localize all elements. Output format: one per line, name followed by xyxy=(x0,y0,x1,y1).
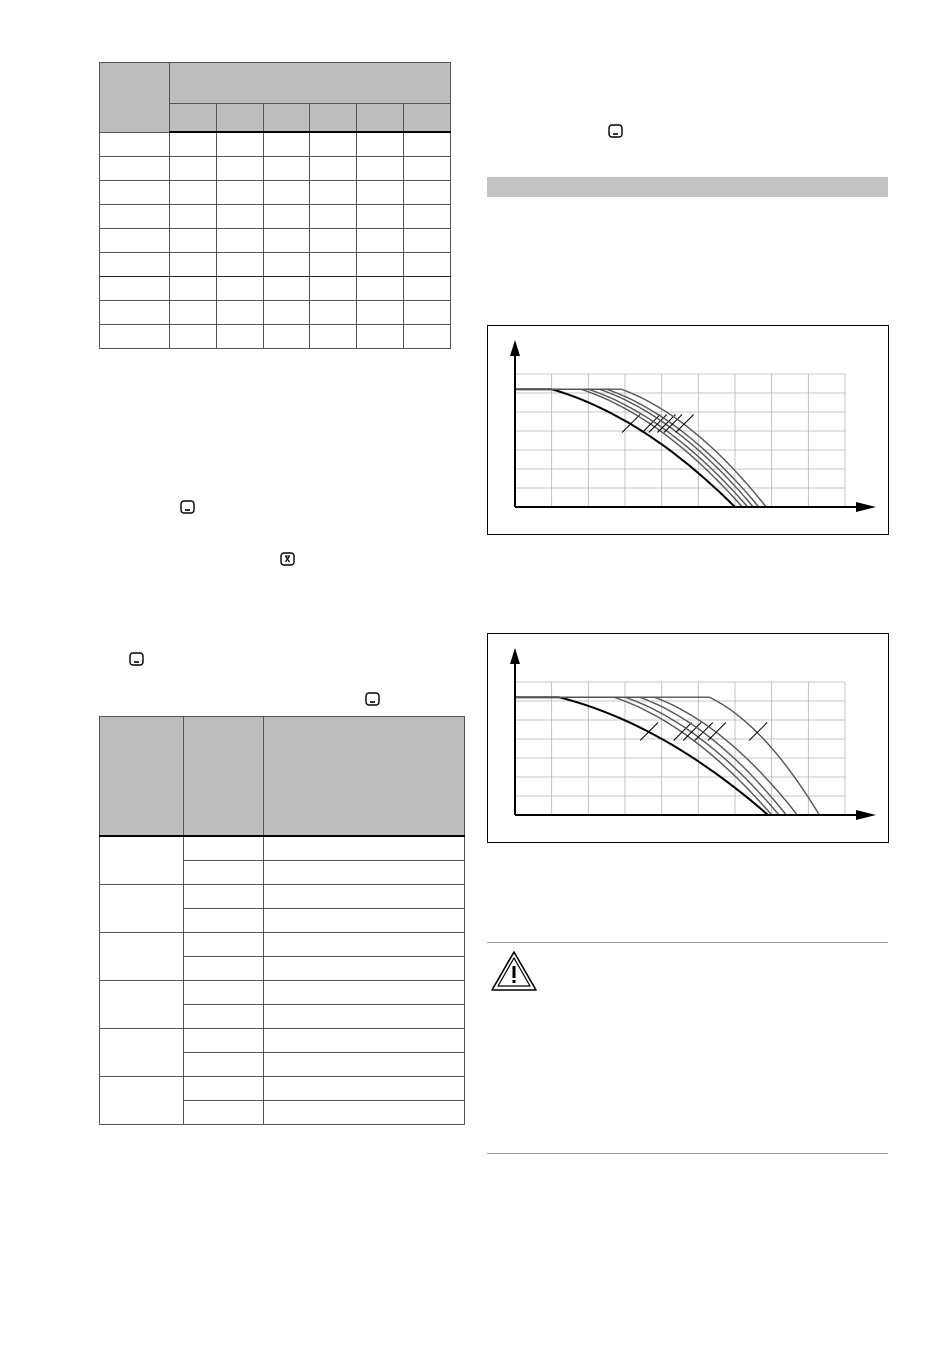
table-cell xyxy=(183,836,263,861)
table-cell xyxy=(310,301,357,325)
table-cell xyxy=(169,132,216,157)
table-cell xyxy=(357,229,404,253)
table-cell xyxy=(404,181,451,205)
table-header-cell xyxy=(263,104,310,133)
table-cell xyxy=(263,957,464,981)
table-row xyxy=(100,277,451,301)
table-row xyxy=(100,301,451,325)
table-cell xyxy=(169,229,216,253)
table-cell xyxy=(357,157,404,181)
table-row xyxy=(100,157,451,181)
table-cell xyxy=(263,861,464,885)
table-cell xyxy=(263,1005,464,1029)
chart-series-curve-1 xyxy=(515,697,768,815)
table-cell xyxy=(357,277,404,301)
divider xyxy=(487,942,888,943)
warning-triangle-icon xyxy=(490,950,538,992)
table-header-cell xyxy=(100,63,170,133)
table-cell xyxy=(183,861,263,885)
table-row xyxy=(100,885,465,909)
table-cell xyxy=(404,132,451,157)
table-row xyxy=(100,981,465,1005)
table-cell xyxy=(263,301,310,325)
table-cell xyxy=(404,301,451,325)
table-cell xyxy=(169,205,216,229)
table-cell xyxy=(263,885,464,909)
table-cell xyxy=(310,277,357,301)
table-row xyxy=(100,181,451,205)
table-cell xyxy=(100,301,170,325)
x-axis-arrow xyxy=(856,502,876,512)
table-cell xyxy=(357,325,404,349)
pump-curve-chart-1 xyxy=(487,325,889,535)
table-cell xyxy=(263,933,464,957)
table-row xyxy=(100,836,465,861)
menu-icon xyxy=(280,552,295,566)
table-row xyxy=(100,132,451,157)
table-cell xyxy=(100,885,184,933)
table-cell xyxy=(263,1029,464,1053)
x-axis-arrow xyxy=(856,810,876,820)
table-cell xyxy=(183,1029,263,1053)
table-cell xyxy=(310,132,357,157)
chart-series-curve-2 xyxy=(515,697,772,815)
chart-series-curve-6 xyxy=(515,697,819,815)
pump-curve-chart-2 xyxy=(487,633,889,843)
series-label-leader xyxy=(640,723,658,741)
table-cell xyxy=(404,229,451,253)
table-cell xyxy=(183,1077,263,1101)
keypad-icon xyxy=(608,124,623,138)
table-cell xyxy=(357,301,404,325)
table-cell xyxy=(169,253,216,277)
table-cell xyxy=(357,132,404,157)
table-cell xyxy=(263,1053,464,1077)
table-row xyxy=(100,325,451,349)
section-heading-bar xyxy=(487,177,888,197)
table-cell xyxy=(404,205,451,229)
table-cell xyxy=(100,277,170,301)
table-cell xyxy=(100,933,184,981)
divider xyxy=(487,1153,888,1154)
keypad-icon xyxy=(365,692,380,706)
table-cell xyxy=(263,909,464,933)
table-cell xyxy=(100,181,170,205)
table-cell xyxy=(100,1077,184,1125)
table-cell xyxy=(169,277,216,301)
keypad-icon xyxy=(129,652,144,666)
table-row xyxy=(100,253,451,277)
table-cell xyxy=(169,157,216,181)
chart-svg xyxy=(488,326,888,534)
table-cell xyxy=(263,277,310,301)
table-cell xyxy=(310,157,357,181)
table-cell xyxy=(100,229,170,253)
table-cell xyxy=(263,132,310,157)
table-row xyxy=(100,933,465,957)
table-cell xyxy=(216,253,263,277)
table-cell xyxy=(169,181,216,205)
table-cell xyxy=(183,981,263,1005)
table-cell xyxy=(216,132,263,157)
table-row xyxy=(100,1077,465,1101)
table-header-cell xyxy=(404,104,451,133)
table-cell xyxy=(169,301,216,325)
table-cell xyxy=(183,1101,263,1125)
table-cell xyxy=(404,253,451,277)
y-axis-arrow xyxy=(510,340,520,356)
table-cell xyxy=(216,157,263,181)
chart-series-curve-6 xyxy=(515,389,766,507)
table-cell xyxy=(169,325,216,349)
table-cell xyxy=(183,885,263,909)
table-cell xyxy=(263,981,464,1005)
table-header-cell xyxy=(310,104,357,133)
table-header-cell xyxy=(100,717,184,837)
table-cell xyxy=(310,229,357,253)
table-cell xyxy=(263,325,310,349)
table-cell xyxy=(310,181,357,205)
table-cell xyxy=(216,277,263,301)
table-cell xyxy=(183,909,263,933)
table-cell xyxy=(216,205,263,229)
table-cell xyxy=(100,836,184,885)
y-axis-arrow xyxy=(510,648,520,664)
table-cell xyxy=(310,205,357,229)
table-cell xyxy=(100,205,170,229)
table-cell xyxy=(263,229,310,253)
series-label-leader xyxy=(749,723,767,741)
table-header-cell xyxy=(357,104,404,133)
table-row xyxy=(100,1029,465,1053)
table-cell xyxy=(263,205,310,229)
table-cell xyxy=(100,981,184,1029)
table-cell xyxy=(183,957,263,981)
table-cell xyxy=(263,1077,464,1101)
table-cell xyxy=(263,836,464,861)
table-cell xyxy=(183,1005,263,1029)
keypad-icon xyxy=(180,500,195,514)
table-cell xyxy=(216,325,263,349)
table-header-cell xyxy=(216,104,263,133)
table-cell xyxy=(357,205,404,229)
table-cell xyxy=(100,132,170,157)
table-cell xyxy=(183,933,263,957)
table-row xyxy=(100,229,451,253)
table-cell xyxy=(263,181,310,205)
table-header-cell xyxy=(169,104,216,133)
table-cell xyxy=(263,157,310,181)
table-row xyxy=(100,205,451,229)
table-cell xyxy=(357,253,404,277)
settings-table xyxy=(99,716,465,1125)
table-header-cell xyxy=(169,63,450,104)
table-cell xyxy=(404,157,451,181)
table-cell xyxy=(100,1029,184,1077)
parameter-table xyxy=(99,62,451,349)
table-cell xyxy=(263,253,310,277)
table-cell xyxy=(404,277,451,301)
table-cell xyxy=(183,1053,263,1077)
table-cell xyxy=(100,157,170,181)
table-cell xyxy=(216,229,263,253)
table-cell xyxy=(100,325,170,349)
table-cell xyxy=(100,253,170,277)
table-cell xyxy=(310,325,357,349)
table-cell xyxy=(357,181,404,205)
table-header-cell xyxy=(263,717,464,837)
table-cell xyxy=(404,325,451,349)
table-cell xyxy=(216,301,263,325)
table-header-cell xyxy=(183,717,263,837)
table-cell xyxy=(310,253,357,277)
chart-svg xyxy=(488,634,888,842)
table-cell xyxy=(263,1101,464,1125)
table-cell xyxy=(216,181,263,205)
chart-series-curve-3 xyxy=(515,697,779,815)
